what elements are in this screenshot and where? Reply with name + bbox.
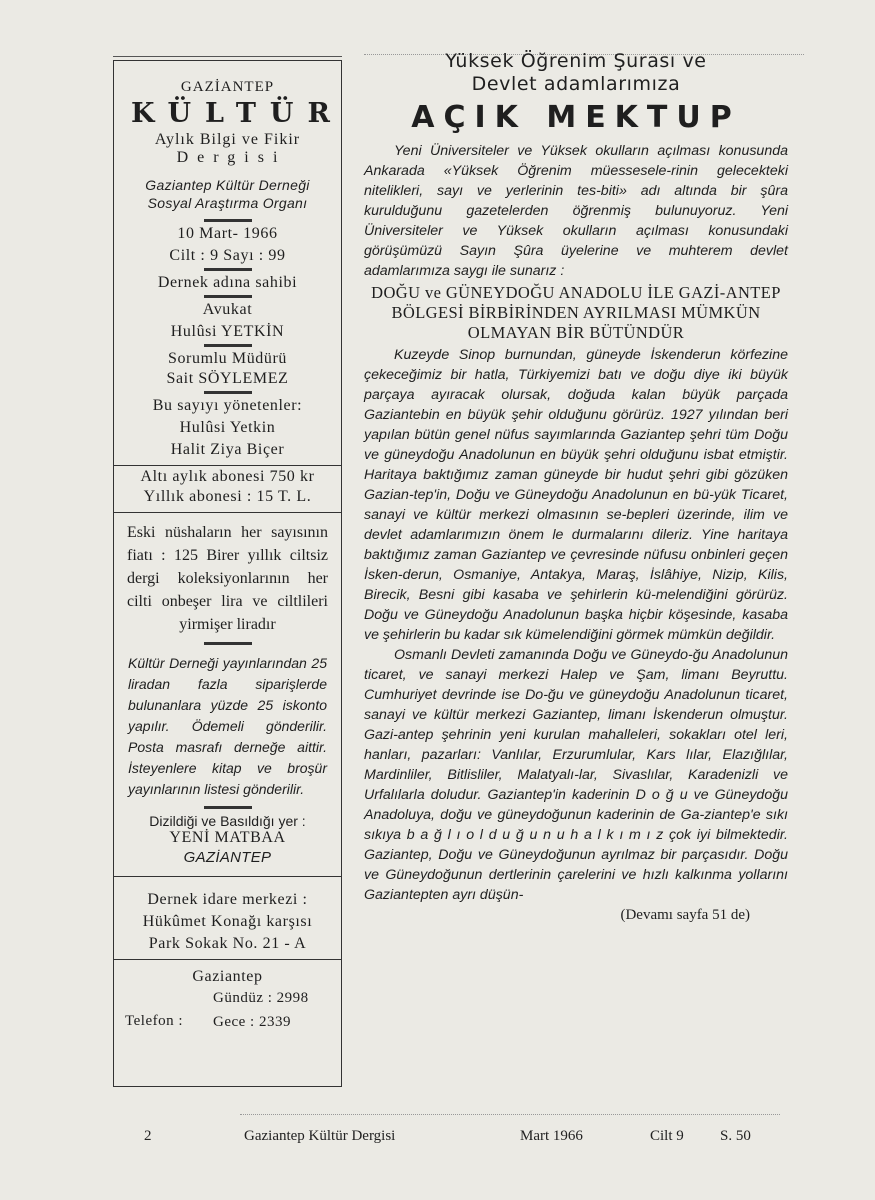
masthead-city: GAZİANTEP <box>180 79 275 95</box>
separator <box>204 268 252 271</box>
phone-night: Gece : 2339 <box>213 1014 291 1030</box>
article-heading-1: Yüksek Öğrenim Şurası ve <box>445 50 707 72</box>
masthead-box <box>113 60 342 1087</box>
divider-line <box>114 512 341 513</box>
masthead-title: KÜLTÜR <box>131 98 344 129</box>
masthead-date: 10 Mart- 1966 <box>177 225 278 242</box>
separator <box>204 642 252 645</box>
page-footer <box>0 1124 875 1154</box>
phone-block <box>121 990 334 1052</box>
editor-label: Sorumlu Müdürü <box>167 350 288 367</box>
divider-line <box>114 959 341 960</box>
phone-label: Telefon : <box>125 1013 184 1029</box>
divider-line <box>114 465 341 466</box>
footer-issue-page: S. 50 <box>720 1128 751 1144</box>
footer-volume: Cilt 9 <box>650 1128 684 1144</box>
owner-name: Hulûsi YETKİN <box>170 323 285 340</box>
separator <box>204 806 252 809</box>
address-line-3: Park Sokak No. 21 - A <box>148 935 307 952</box>
printer-label: Dizildiği ve Basıldığı yer : <box>149 813 306 829</box>
manager-1: Hulûsi Yetkin <box>179 419 276 436</box>
article <box>364 50 788 924</box>
divider-line <box>114 876 341 877</box>
address-city: Gaziantep <box>192 968 263 985</box>
owner-label: Dernek adına sahibi <box>157 274 298 291</box>
separator <box>204 391 252 394</box>
separator <box>204 344 252 347</box>
page-number: 2 <box>144 1128 152 1144</box>
manager-2: Halit Ziya Biçer <box>170 441 285 458</box>
address-line-2: Hükûmet Konağı karşısı <box>142 913 313 930</box>
continued-note: (Devamı sayfa 51 de) <box>620 907 750 923</box>
subscription-12m: Yıllık abonesi : 15 T. L. <box>143 488 312 505</box>
article-heading-2: Devlet adamlarımıza <box>471 73 681 95</box>
article-paragraph-1: Kuzeyde Sinop burnundan, güneyde İskenderun körfezine çekeceğimiz bir hatla, Türkiyemizi batı ve doğu diye iki büyük parçaya ayıracak olursak, doğuda kalan büyük parçada Gaziantebin en büyük şehir olduğunu görürüz. 1927 yılından beri yapılan bütün genel nüfus sayımlarında Gaziantep şehri tüm Doğu ve güneydoğu Anadolunun en büyük şehri olduğunu isbat etmiştir. Haritaya baktığımız zaman güneyde bir hudut şehri gibi gözüken Gazian-tep'in, Doğu ve Güneydoğu Anadolunun en bü-yük Ticaret, sanayi ve kültür merkezi olmasının se-bepleri üzerinde, ilim ve devlet adamlarımızın önem le durmalarını dileriz. Yine haritaya baktığımız zaman Gaziantep ve çevresinde nüfusu onbinleri geçen İsken-derun, Osmaniye, Antakya, Maraş, İslâhiye, Nizip, Kilis, Birecik, Besni gibi kasaba ve şehirlerin kü-melendiğini görürüz. Doğu ve Güneydoğu Anadolunun başka hiçbir köşesinde, kasaba ve şehirlerin bu kadar sık kümelendiğini görmek mümkün değildir. <box>364 347 788 643</box>
footer-month: Mart 1966 <box>520 1128 583 1144</box>
back-issues-note: Eski nüshaların her sayısının fiatı : 125 Birer yıllık ciltsiz dergi koleksiyonlarının her cilti onbeşer lira ve ciltlileri yirmişer liradır <box>127 524 328 633</box>
masthead-volume: Cilt : 9 Sayı : 99 <box>169 247 286 264</box>
footer-rule <box>240 1114 780 1115</box>
masthead-subtitle-1: Aylık Bilgi ve Fikir <box>154 131 301 148</box>
article-intro: Yeni Üniversiteler ve Yüksek okulların açılması konusunda Ankarada «Yüksek Öğrenim müessesele-rinin gelecekteki nitelikleri, sayı ve yerlerinin tes-biti» adı altında bir şûra kurulduğunu gazetelerden öğrenmiş bulunuyoruz. Yeni Üniversiteler ve Yüksek okulların açılması konusundaki görüşümüzü Sayın Şûra üyelerine ve muhterem devlet adamlarımıza saygı ile sunarız : <box>364 143 788 279</box>
separator <box>204 219 252 222</box>
owner-title: Avukat <box>202 301 253 318</box>
masthead-subtitle-2: Dergisi <box>176 149 287 166</box>
masthead-org-2: Sosyal Araştırma Organı <box>147 195 308 211</box>
managers-label: Bu sayıyı yönetenler: <box>152 397 303 414</box>
printer-name: YENİ MATBAA <box>169 829 286 846</box>
printer-city: GAZİANTEP <box>183 849 272 866</box>
subscription-6m: Altı aylık abonesi 750 kr <box>140 468 315 485</box>
editor-name: Sait SÖYLEMEZ <box>166 370 289 387</box>
article-title: AÇIK MEKTUP <box>411 100 741 135</box>
article-paragraph-2: Osmanlı Devleti zamanında Doğu ve Güneydo-ğu Anadolunun ticaret, ve sanayi merkezi Halep ve Şam, limanı Beyruttu. Cumhuriyet devrinde ise Do-ğu ve güneydoğu Anadolunun ticaret, sanayi ve kültür merkezi Gaziantep, limanı İskenderun olmuştur. Gazi-antep şehrinin yeni kurulan mahalleleri, sokakları otel leri, hanları, pazarları: Vanlılar, Erzurumlular, Kars lılar, Elazığlılar, Mardinliler, Bitlisliler, Malatyalı-lar, Sivaslılar, Karadenizli ve Urfalılarla doludur. Gaziantep'in kaderinin D o ğ u ve Güneydoğu Anadoluya, doğu ve güneydoğunun kaderinin de Ga-ziantep'e sıkı sıkıya b a ğ l ı o l d u ğ u n u h a l k ı m ı z çok iyi bilmektedir. Gaziantep, Doğu ve Güneydoğunun ayrılmaz bir parçasıdır. Doğu ve Güneydoğunun dertlerinin çarelerini ve hızlı kalkınma yollarını Gaziantepten ayrı düşün- <box>364 647 788 903</box>
footer-magazine: Gaziantep Kültür Dergisi <box>244 1128 396 1144</box>
separator <box>204 295 252 298</box>
address-line-1: Dernek idare merkezi : <box>147 891 308 908</box>
section-heading: DOĞU ve GÜNEYDOĞU ANADOLU İLE GAZİ-ANTEP BÖLGESİ BİRBİRİNDEN AYRILMASI MÜMKÜN OLMAYAN BİR BÜTÜNDÜR <box>371 283 781 342</box>
publications-note: Kültür Derneği yayınlarından 25 liradan fazla siparişlerde bulunanlara yüzde 25 iskonto yapılır. Ödemeli gönderilir. Posta masrafı derneğe aittir. İsteyenlere kitap ve broşür yayınlarının listesi gönderilir. <box>128 655 327 797</box>
phone-day: Gündüz : 2998 <box>213 990 309 1006</box>
masthead-org-1: Gaziantep Kültür Derneği <box>145 177 310 193</box>
masthead-top-rule <box>113 56 342 57</box>
